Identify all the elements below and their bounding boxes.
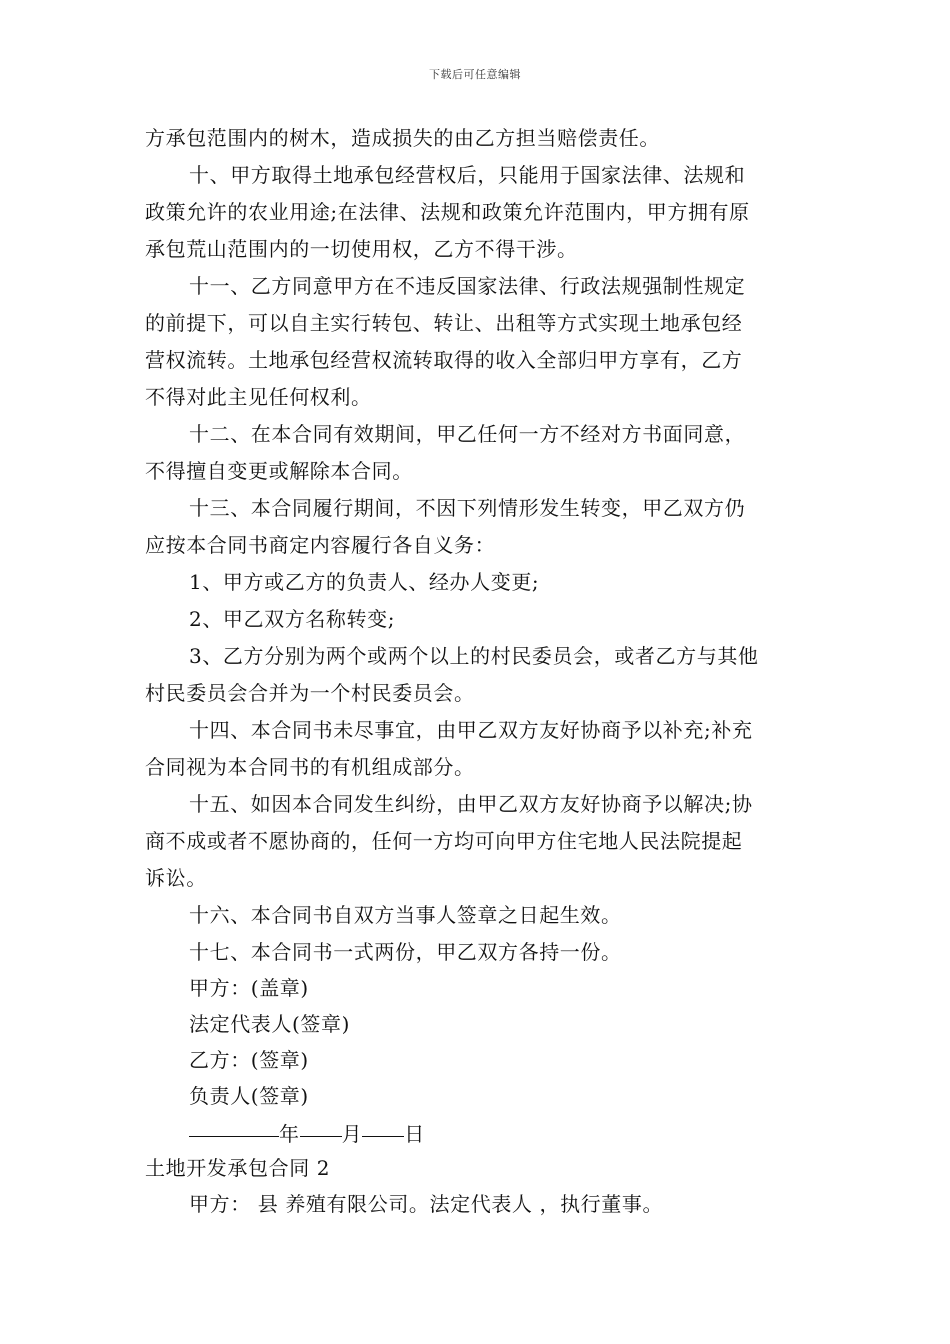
day-blank [362,1114,404,1137]
text-line: 村民委员会合并为一个村民委员会。 [145,681,475,705]
sub-item-1: 1、甲方或乙方的负责人、经办人变更; [189,570,540,594]
signature-party-b: 乙方：(签章) [189,1048,309,1072]
signature-legal-rep: 法定代表人(签章) [189,1012,351,1036]
clause-10: 十、甲方取得土地承包经营权后，只能用于国家法律、法规和 [189,163,746,187]
section-title: 土地开发承包合同 2 [145,1156,331,1180]
text-line: 诉讼。 [145,866,207,890]
text-line: 的前提下，可以自主实行转包、转让、出租等方式实现土地承包经 [145,311,743,335]
text-line: 不得对此主见任何权利。 [145,385,372,409]
clause-12: 十二、在本合同有效期间，甲乙任何一方不经对方书面同意， [189,422,746,446]
sub-item-2: 2、甲乙双方名称转变; [189,607,396,631]
text-line: 营权流转。土地承包经营权流转取得的收入全部归甲方享有，乙方 [145,348,743,372]
clause-15: 十五、如因本合同发生纠纷，由甲乙双方友好协商予以解决;协 [189,792,753,816]
clause-17: 十七、本合同书一式两份，甲乙双方各持一份。 [189,940,622,964]
document-body [145,120,815,1222]
year-blank [189,1114,279,1137]
year-label: 年 [279,1122,300,1146]
date-line [145,1114,815,1150]
text-line: 不得擅自变更或解除本合同。 [145,459,413,483]
clause-16: 十六、本合同书自双方当事人签章之日起生效。 [189,903,622,927]
clause-13: 十三、本合同履行期间，不因下列情形发生转变，甲乙双方仍 [189,496,746,520]
text-line: 商不成或者不愿协商的，任何一方均可向甲方住宅地人民法院提起 [145,829,743,853]
text-line: 政策允许的农业用途;在法律、法规和政策允许范围内，甲方拥有原 [145,200,750,224]
text-line: 应按本合同书商定内容履行各自义务： [145,533,496,557]
page-header-note: 下载后可任意编辑 [429,68,521,81]
signature-party-a: 甲方：(盖章) [189,976,309,1000]
sub-item-3: 3、乙方分别为两个或两个以上的村民委员会，或者乙方与其他 [189,644,759,668]
text-line: 方承包范围内的树木，造成损失的由乙方担当赔偿责任。 [145,126,660,150]
clause-11: 十一、乙方同意甲方在不违反国家法律、行政法规强制性规定 [189,274,746,298]
text-line: 合同视为本合同书的有机组成部分。 [145,755,475,779]
month-label: 月 [341,1122,363,1146]
text-line: 承包荒山范围内的一切使用权，乙方不得干涉。 [145,237,578,261]
day-label: 日 [404,1122,425,1146]
month-blank [300,1114,342,1137]
signature-responsible: 负责人(签章) [189,1084,309,1108]
clause-14: 十四、本合同书未尽事宜，由甲乙双方友好协商予以补充;补充 [189,718,753,742]
party-a-intro: 甲方： 县 养殖有限公司。法定代表人 ，执行董事。 [189,1192,664,1216]
